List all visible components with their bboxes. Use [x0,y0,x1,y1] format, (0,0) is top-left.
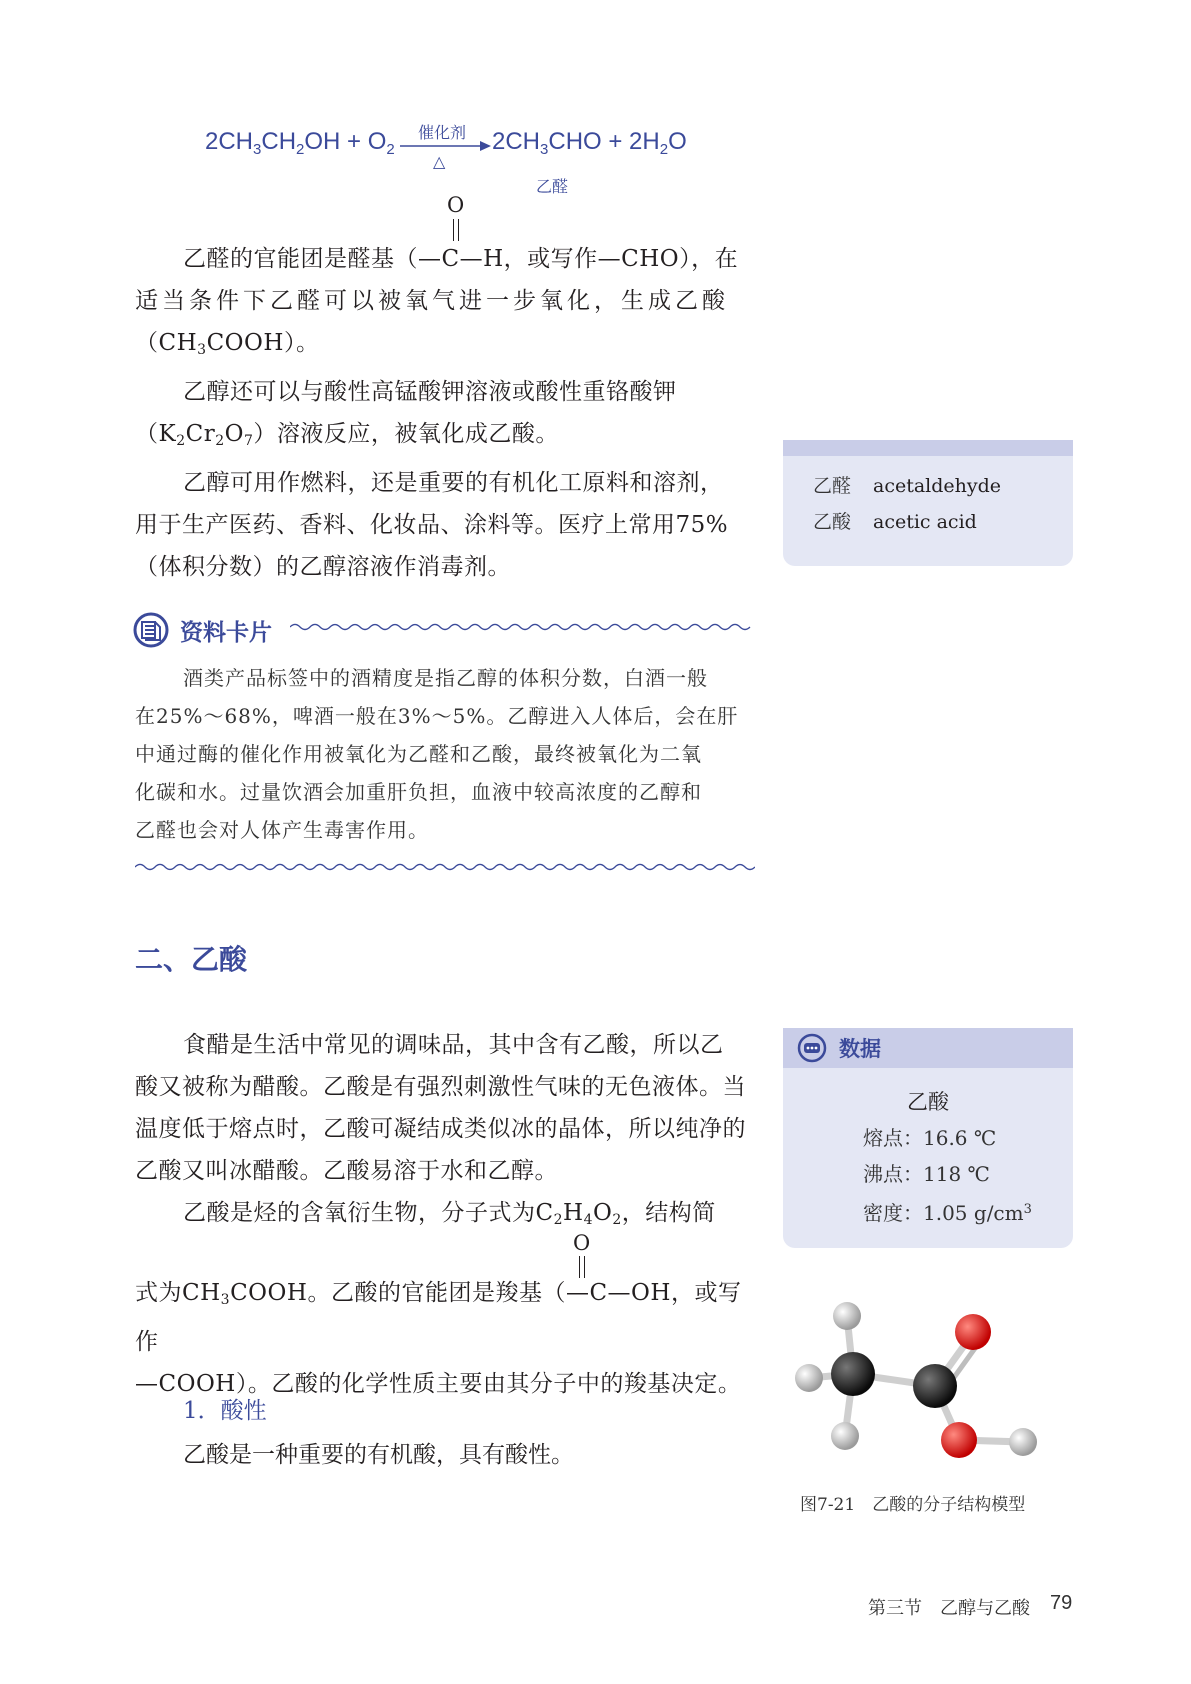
oxidation-equation: $2CH_3CH_2OH + O_2$ [205,128,395,158]
aldehyde-text-start: 乙醛的官能团是醛基（ [183,246,418,272]
data-substance: 乙酸 [907,1090,949,1114]
data-boiling: 沸点：118 ℃ [863,1162,990,1186]
acetic-line: 温度低于熔点时，乙酸可凝结成类似冰的晶体，所以纯净的 [135,1116,746,1142]
hydrogen-atom [795,1364,823,1392]
acetaldehyde-label: 乙醛 [536,177,569,196]
data-box-header [783,1028,1073,1068]
carboxyl-line-2: —COOH）。乙酸的化学性质主要由其分子中的羧基决定。 [135,1371,742,1397]
data-box [783,1028,1073,1248]
acetic-line: 乙酸又叫冰醋酸。乙酸易溶于水和乙醇。 [135,1158,558,1184]
ethanol-oxidant-line-1: 乙醇还可以与酸性高锰酸钾溶液或酸性重铬酸钾 [183,379,677,405]
carboxyl-line-1: 式为$CH_3COOH$。乙酸的官能团是羧基（—C—OH，或写作 [135,1280,742,1355]
aldehyde-text-end: ，或写作—CHO），在 [503,246,739,272]
aldehyde-line-2: 适当条件下乙醛可以被氧气进一步氧化，生成乙酸 [135,288,729,314]
ethanol-oxidant-line-2: $(K_2Cr_2O_7)$溶液反应，被氧化成乙酸。 [135,421,559,449]
footer-section-title: 第三节 乙醇与乙酸 [868,1598,1030,1619]
data-density: 密度：1.05 $g/cm^3$ [863,1201,1032,1225]
acetic-line: 食醋是生活中常见的调味品，其中含有乙酸，所以乙 [183,1032,724,1058]
oxidation-products: $2CH_3CHO + 2H_2O$ [492,128,687,158]
ethanol-uses-line-1: 乙醇可用作燃料，还是重要的有机化工原料和溶剂， [183,470,724,496]
reaction-arrow [400,140,492,152]
data-melting: 熔点：16.6 ℃ [863,1126,997,1150]
vocabulary-box [783,440,1073,566]
carbon-atom [831,1352,875,1396]
acetic-line: 酸又被称为醋酸。乙酸是有强烈刺激性气味的无色液体。当 [135,1074,746,1100]
oxygen-atom [941,1422,977,1458]
section-heading: 二、乙酸 [135,943,248,976]
paragraph-acetic [135,1024,755,1241]
aldehyde-line-3: $(CH_3COOH)$。 [135,330,320,358]
acetic-formula-line: 乙酸是烃的含氧衍生物，分子式为$C_2H_4O_2$，结构简 [183,1200,716,1228]
figure-caption: 图7-21 乙酸的分子结构模型 [800,1495,1026,1515]
carboxyl-o-atom: O [573,1231,591,1255]
hydrogen-atom [833,1302,861,1330]
vocab-en: acetic acid [873,511,977,533]
hydrogen-atom [1009,1428,1037,1456]
aldehyde-o-atom: O [447,193,465,217]
vocab-en: acetaldehyde [873,475,1002,497]
info-card-top-wave [290,622,755,632]
info-card-line: 在25%～68%，啤酒一般在3%～5%。乙醇进入人体后，会在肝 [135,704,739,728]
vocab-zh: 乙醛 [813,475,852,497]
page-number: 79 [1050,1592,1073,1614]
acidity-text: 乙酸是一种重要的有机酸，具有酸性。 [183,1442,574,1468]
paragraph-carboxyl [135,1272,755,1405]
paragraph-aldehyde [135,238,755,588]
oxygen-atom [955,1314,991,1350]
chat-bubble-icon [797,1033,827,1063]
vocab-row [783,468,1073,504]
info-card-icon [133,612,169,648]
info-card-line: 中通过酶的催化作用被氧化为乙醛和乙酸，最终被氧化为二氧 [135,742,702,766]
hydrogen-atom [831,1422,859,1450]
data-box-title: 数据 [839,1037,881,1061]
vocab-zh: 乙酸 [813,511,852,533]
catalyst-label: 催化剂 [418,123,467,142]
info-card-bottom-wave [135,862,755,872]
aldehyde-structure: —C—H [418,246,504,272]
acetic-acid-molecule-model [785,1290,1045,1480]
info-card-line: 乙醛也会对人体产生毒害作用。 [135,818,429,842]
info-card-line: 化碳和水。过量饮酒会加重肝负担，血液中较高浓度的乙醇和 [135,780,702,804]
ethanol-uses-line-3: （体积分数）的乙醇溶液作消毒剂。 [135,554,511,580]
acidity-heading: 1．酸性 [183,1398,267,1424]
info-card-line: 酒类产品标签中的酒精度是指乙醇的体积分数，白酒一般 [183,666,708,690]
heat-symbol: △ [433,152,446,171]
info-card-title: 资料卡片 [180,620,272,646]
ethanol-uses-line-2: 用于生产医药、香料、化妆品、涂料等。医疗上常用75% [135,512,729,538]
info-card-body [135,659,755,849]
carbon-atom [913,1364,957,1408]
vocab-row [783,504,1073,540]
